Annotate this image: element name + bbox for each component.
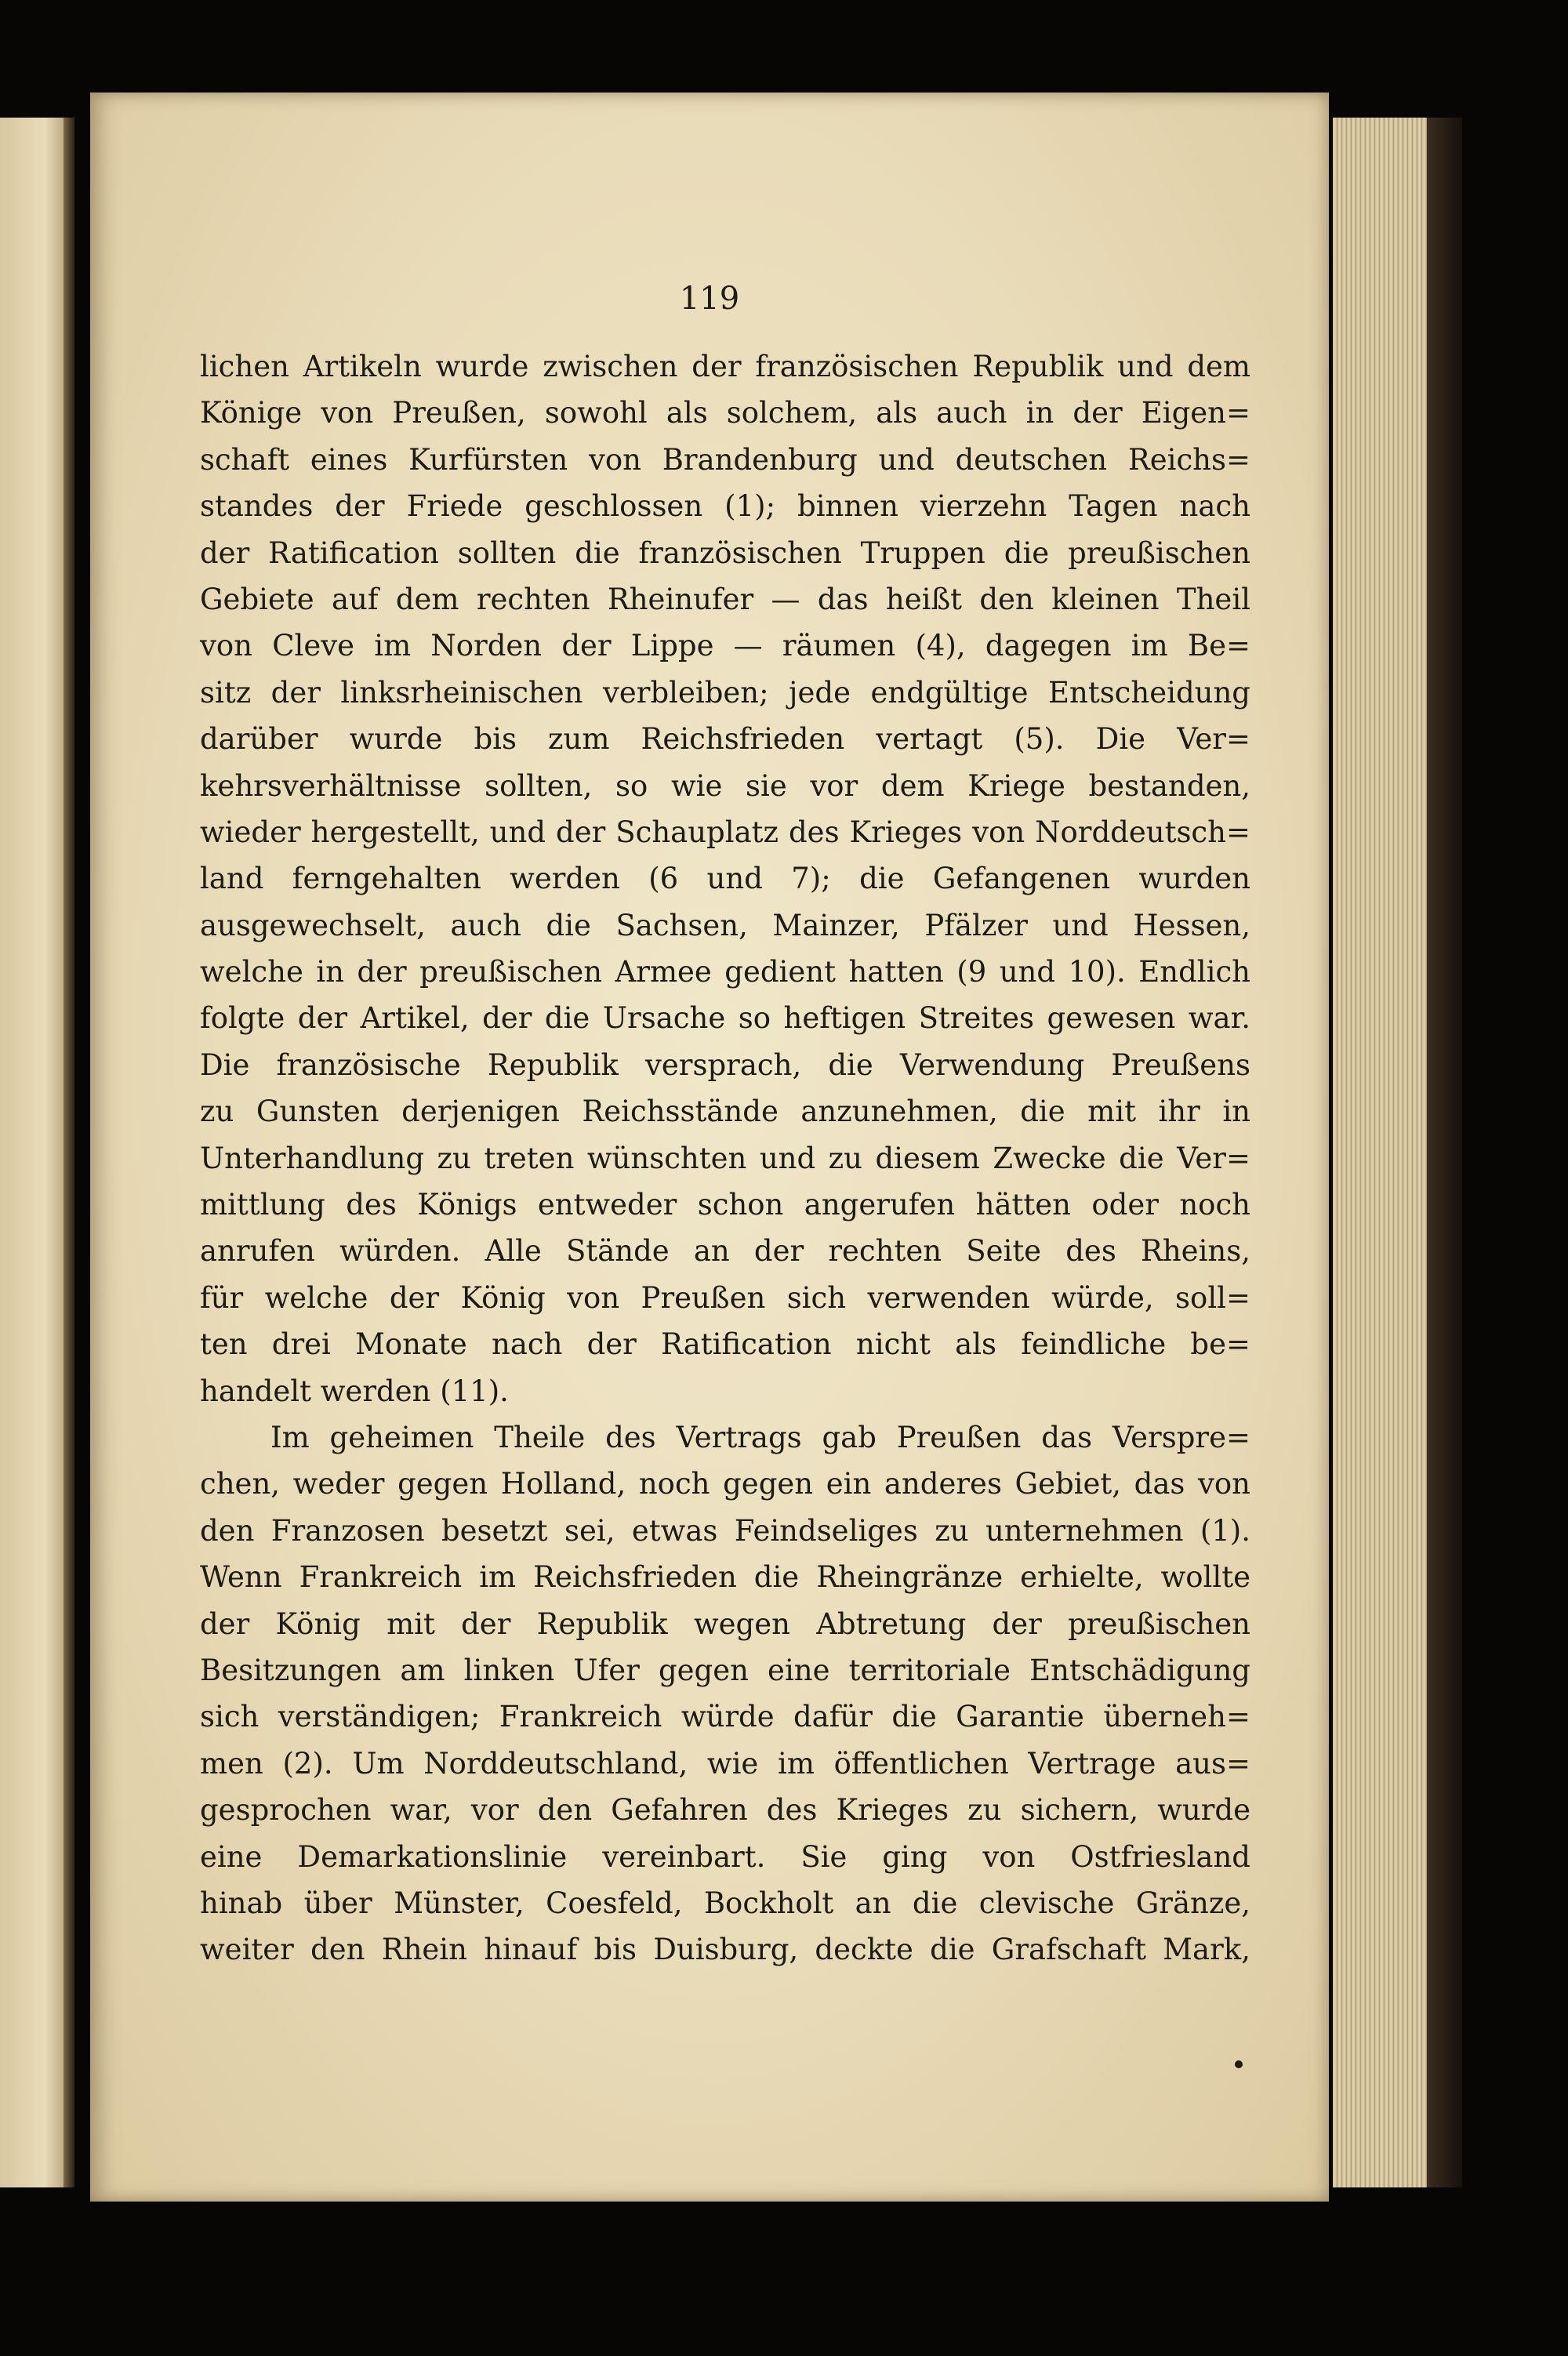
text-line: für welche der König von Preußen sich verwenden würde, soll= [200, 1280, 1250, 1315]
text-line: men (2). Um Norddeutschland, wie im öffentlichen Vertrage aus= [200, 1746, 1250, 1781]
text-line: ausgewechselt, auch die Sachsen, Mainzer, Pfälzer und Hessen, [200, 908, 1250, 942]
text-line: ten drei Monate nach der Ratification nicht als feindliche be= [200, 1327, 1250, 1362]
text-line: sich verständigen; Frankreich würde dafür die Garantie überneh= [200, 1700, 1250, 1734]
text-line: hinab über Münster, Coesfeld, Bockholt an die clevische Gränze, [200, 1886, 1250, 1920]
text-line: sitz der linksrheinischen verbleiben; jede endgültige Entscheidung [200, 675, 1250, 710]
text-line: gesprochen war, vor den Gefahren des Krieges zu sichern, wurde [200, 1793, 1250, 1828]
text-line: Besitzungen am linken Ufer gegen eine territoriale Entschädigung [200, 1653, 1250, 1687]
text-line: anrufen würden. Alle Stände an der rechten Seite des Rheins, [200, 1234, 1250, 1269]
text-line: welche in der preußischen Armee gedient hatten (9 und 10). Endlich [200, 955, 1250, 989]
text-line: der Ratification sollten die französischen Truppen die preußischen [200, 535, 1250, 570]
text-line: eine Demarkationslinie vereinbart. Sie ging von Ostfriesland [200, 1839, 1250, 1874]
text-line: folgte der Artikel, der die Ursache so heftigen Streites gewesen war. [200, 1001, 1250, 1036]
text-line: standes der Friede geschlossen (1); binnen vierzehn Tagen nach [200, 489, 1250, 524]
text-line: von Cleve im Norden der Lippe — räumen (4), dagegen im Be= [200, 629, 1250, 663]
ink-dot-mark [1235, 2060, 1243, 2068]
text-line: schaft eines Kurfürsten von Brandenburg und deutschen Reichs= [200, 442, 1250, 477]
text-line: darüber wurde bis zum Reichsfrieden vertagt (5). Die Ver= [200, 722, 1250, 757]
text-line: Gebiete auf dem rechten Rheinufer — das heißt den kleinen Theil [200, 582, 1250, 616]
text-line: zu Gunsten derjenigen Reichsstände anzunehmen, die mit ihr in [200, 1095, 1250, 1129]
text-line: lichen Artikeln wurde zwischen der französischen Republik und dem [200, 350, 1250, 383]
text-line: der König mit der Republik wegen Abtretung der preußischen [200, 1606, 1250, 1641]
text-line: weiter den Rhein hinauf bis Duisburg, deckte die Grafschaft Mark, [200, 1933, 1250, 1967]
text-line: handelt werden (11). [200, 1374, 509, 1408]
book-spine-fold [64, 118, 74, 2187]
text-line: kehrsverhältnisse sollten, so wie sie vor dem Kriege bestanden, [200, 768, 1250, 803]
paragraph-start-line: Im geheimen Theile des Vertrags gab Preußen das Verspre= [270, 1420, 1250, 1454]
book-page [90, 93, 1329, 2202]
text-line: Die französische Republik versprach, die Verwendung Preußens [200, 1047, 1250, 1082]
text-line: Könige von Preußen, sowohl als solchem, als auch in der Eigen= [200, 396, 1250, 430]
text-line: Unterhandlung zu treten wünschten und zu diesem Zwecke die Ver= [200, 1141, 1250, 1175]
text-line: mittlung des Königs entweder schon angerufen hätten oder noch [200, 1188, 1250, 1222]
body-text [200, 343, 1250, 1973]
book-page-stack-edge [1333, 118, 1443, 2187]
book-cover-edge [1427, 118, 1462, 2187]
text-line: land ferngehalten werden (6 und 7); die Gefangenen wurden [200, 862, 1250, 896]
text-line: chen, weder gegen Holland, noch gegen ein anderes Gebiet, das von [200, 1467, 1250, 1501]
text-line: wieder hergestellt, und der Schauplatz des Krieges von Norddeutsch= [200, 815, 1250, 849]
text-line: den Franzosen besetzt sei, etwas Feindseliges zu unternehmen (1). [200, 1513, 1250, 1548]
text-line: Wenn Frankreich im Reichsfrieden die Rheingränze erhielte, wollte [200, 1560, 1250, 1595]
page-number: 119 [679, 281, 740, 317]
left-page-edge [0, 118, 74, 2187]
